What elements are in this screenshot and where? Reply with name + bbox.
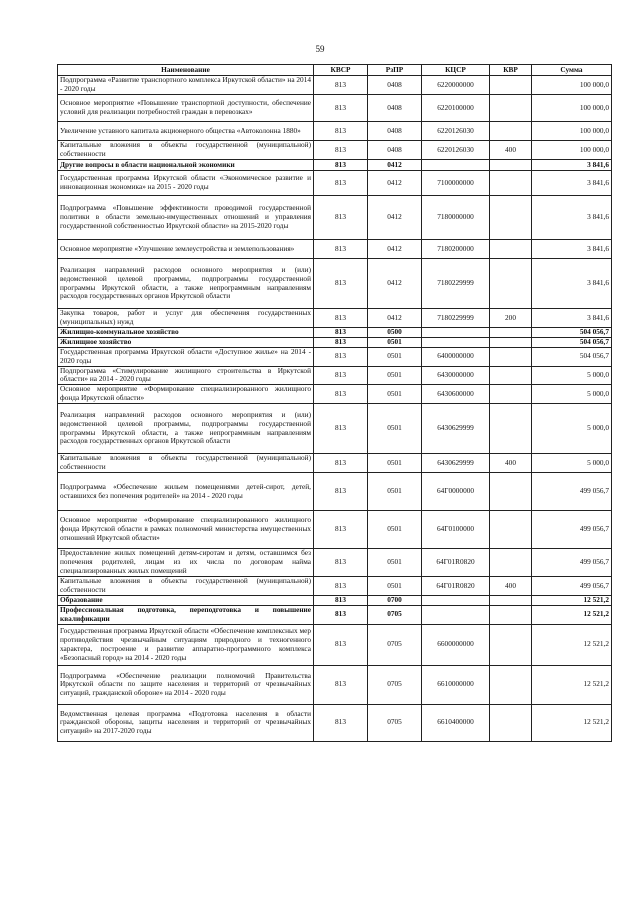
cell-kvr <box>490 404 532 454</box>
header-row <box>58 65 612 76</box>
cell-kvsr: 813 <box>314 240 368 259</box>
cell-kvr <box>490 366 532 385</box>
table-row <box>58 122 612 141</box>
table-row <box>58 404 612 454</box>
cell-rzpr: 0501 <box>368 347 422 366</box>
cell-kvsr: 813 <box>314 141 368 160</box>
cell-sum: 504 056,7 <box>532 328 612 338</box>
cell-name: Профессиональная подготовка, переподготовка и повышение квалификации <box>58 605 314 624</box>
cell-sum: 499 056,7 <box>532 577 612 596</box>
cell-rzpr: 0408 <box>368 122 422 141</box>
cell-kcsr: 6220126030 <box>422 122 490 141</box>
cell-name: Реализация направлений расходов основного мероприятия и (или) ведомственной целевой программы, подпрограммы государственной программы Иркутской области, а также непрограммным направлениям расходов государственных органов Иркутской области <box>58 259 314 309</box>
budget-table <box>57 64 612 742</box>
cell-rzpr: 0412 <box>368 171 422 196</box>
cell-sum: 499 056,7 <box>532 511 612 549</box>
cell-rzpr: 0501 <box>368 473 422 511</box>
cell-kvr <box>490 511 532 549</box>
cell-rzpr: 0408 <box>368 141 422 160</box>
cell-kvsr: 813 <box>314 624 368 665</box>
cell-kcsr: 6430629999 <box>422 454 490 473</box>
cell-name: Жилищное хозяйство <box>58 337 314 347</box>
cell-name: Подпрограмма «Обеспечение реализации полномочий Правительства Иркутской области по защите населения и территорий от чрезвычайных ситуаций, гражданской обороне» на 2014 - 2020 годы <box>58 665 314 704</box>
cell-name: Жилищно-коммунальное хозяйство <box>58 328 314 338</box>
cell-rzpr: 0412 <box>368 259 422 309</box>
table-row <box>58 171 612 196</box>
cell-rzpr: 0705 <box>368 704 422 741</box>
cell-kcsr: 64Г0000000 <box>422 473 490 511</box>
cell-sum: 12 521,2 <box>532 665 612 704</box>
cell-kvr <box>490 473 532 511</box>
cell-name: Подпрограмма «Стимулирование жилищного строительства в Иркутской области» на 2014 - 2020 годы <box>58 366 314 385</box>
cell-sum: 3 841,6 <box>532 240 612 259</box>
cell-kvr <box>490 347 532 366</box>
table-row <box>58 347 612 366</box>
cell-kcsr: 64Г01R0820 <box>422 549 490 577</box>
cell-kcsr <box>422 605 490 624</box>
cell-kcsr: 6610000000 <box>422 665 490 704</box>
cell-kvr <box>490 665 532 704</box>
table-row <box>58 665 612 704</box>
cell-name: Основное мероприятие «Повышение транспортной доступности, обеспечение условий для реализации потребностей граждан в перевозках» <box>58 95 314 122</box>
cell-rzpr: 0501 <box>368 385 422 404</box>
cell-kvr <box>490 76 532 95</box>
cell-kcsr <box>422 596 490 606</box>
cell-kcsr: 7180229999 <box>422 309 490 328</box>
cell-kvr: 400 <box>490 577 532 596</box>
table-row <box>58 366 612 385</box>
cell-rzpr: 0705 <box>368 624 422 665</box>
cell-kvr <box>490 624 532 665</box>
cell-sum: 3 841,6 <box>532 171 612 196</box>
cell-name: Увеличение уставного капитала акционерного общества «Автоколонна 1880» <box>58 122 314 141</box>
cell-rzpr: 0412 <box>368 309 422 328</box>
cell-kcsr: 6220000000 <box>422 76 490 95</box>
cell-kvsr: 813 <box>314 171 368 196</box>
cell-sum: 499 056,7 <box>532 473 612 511</box>
cell-sum: 12 521,2 <box>532 605 612 624</box>
cell-kvr: 200 <box>490 309 532 328</box>
table-row <box>58 309 612 328</box>
cell-kvr <box>490 704 532 741</box>
cell-name: Основное мероприятие «Улучшение землеустройства и землепользования» <box>58 240 314 259</box>
cell-kvr <box>490 549 532 577</box>
cell-sum: 100 000,0 <box>532 76 612 95</box>
cell-name: Капитальные вложения в объекты государственной (муниципальной) собственности <box>58 577 314 596</box>
cell-kvr <box>490 596 532 606</box>
cell-rzpr: 0705 <box>368 605 422 624</box>
table-row <box>58 328 612 338</box>
cell-name: Государственная программа Иркутской области «Доступное жилье» на 2014 - 2020 годы <box>58 347 314 366</box>
cell-kvsr: 813 <box>314 454 368 473</box>
cell-kcsr: 6430000000 <box>422 366 490 385</box>
cell-rzpr: 0501 <box>368 404 422 454</box>
table-header <box>58 65 612 76</box>
cell-kvr: 400 <box>490 454 532 473</box>
cell-name: Ведомственная целевая программа «Подготовка населения в области гражданской обороны, защиты населения и территорий от чрезвычайных ситуаций» на 2017-2020 годы <box>58 704 314 741</box>
cell-rzpr: 0412 <box>368 160 422 171</box>
cell-rzpr: 0705 <box>368 665 422 704</box>
cell-kvsr: 813 <box>314 605 368 624</box>
cell-name: Подпрограмма «Повышение эффективности проводимой государственной политики в области земельно-имущественных отношений и управления государственной собственностью Иркутской области» на 2015-2020 годы <box>58 196 314 240</box>
cell-sum: 504 056,7 <box>532 347 612 366</box>
cell-sum: 499 056,7 <box>532 549 612 577</box>
cell-kvsr: 813 <box>314 473 368 511</box>
cell-kvsr: 813 <box>314 347 368 366</box>
cell-kvsr: 813 <box>314 704 368 741</box>
cell-rzpr: 0500 <box>368 328 422 338</box>
cell-rzpr: 0501 <box>368 549 422 577</box>
cell-kcsr <box>422 328 490 338</box>
header-sum: Сумма <box>532 65 612 76</box>
cell-name: Подпрограмма «Развитие транспортного комплекса Иркутской области» на 2014 - 2020 годы <box>58 76 314 95</box>
cell-kvsr: 813 <box>314 160 368 171</box>
cell-kvsr: 813 <box>314 665 368 704</box>
cell-kcsr: 6430629999 <box>422 404 490 454</box>
cell-kcsr: 6610400000 <box>422 704 490 741</box>
header-kcsr: КЦСР <box>422 65 490 76</box>
cell-kvsr: 813 <box>314 337 368 347</box>
cell-name: Реализация направлений расходов основного мероприятия и (или) ведомственной целевой программы, подпрограммы государственной программы Иркутской области, а также непрограммным направлениям расходов государственных органов Иркутской области <box>58 404 314 454</box>
cell-sum: 3 841,6 <box>532 196 612 240</box>
cell-kvsr: 813 <box>314 196 368 240</box>
cell-rzpr: 0501 <box>368 366 422 385</box>
table-row <box>58 577 612 596</box>
cell-sum: 3 841,6 <box>532 309 612 328</box>
cell-kvsr: 813 <box>314 122 368 141</box>
cell-name: Образование <box>58 596 314 606</box>
table-row <box>58 259 612 309</box>
cell-kvsr: 813 <box>314 309 368 328</box>
table-row <box>58 141 612 160</box>
table-row <box>58 473 612 511</box>
cell-kvr <box>490 240 532 259</box>
header-rzpr: РзПР <box>368 65 422 76</box>
cell-name: Подпрограмма «Обеспечение жильем помещениями детей-сирот, детей, оставшихся без попечения родителей» на 2014 - 2020 годы <box>58 473 314 511</box>
table-row <box>58 596 612 606</box>
table-row <box>58 549 612 577</box>
cell-kvr <box>490 328 532 338</box>
cell-sum: 504 056,7 <box>532 337 612 347</box>
cell-kvsr: 813 <box>314 366 368 385</box>
cell-rzpr: 0501 <box>368 454 422 473</box>
page-number: 59 <box>315 44 325 54</box>
table-row <box>58 196 612 240</box>
cell-kvsr: 813 <box>314 596 368 606</box>
cell-kvsr: 813 <box>314 404 368 454</box>
cell-kcsr: 7100000000 <box>422 171 490 196</box>
cell-kvsr: 813 <box>314 328 368 338</box>
cell-kcsr: 6600000000 <box>422 624 490 665</box>
table-row <box>58 454 612 473</box>
cell-name: Закупка товаров, работ и услуг для обеспечения государственных (муниципальных) нужд <box>58 309 314 328</box>
cell-kcsr: 6220100000 <box>422 95 490 122</box>
table-row <box>58 385 612 404</box>
cell-sum: 12 521,2 <box>532 596 612 606</box>
cell-kvsr: 813 <box>314 76 368 95</box>
cell-kvr <box>490 337 532 347</box>
cell-kcsr: 6220126030 <box>422 141 490 160</box>
cell-sum: 5 000,0 <box>532 385 612 404</box>
cell-kcsr: 7180000000 <box>422 196 490 240</box>
cell-kvr <box>490 171 532 196</box>
cell-sum: 12 521,2 <box>532 624 612 665</box>
cell-kvr <box>490 385 532 404</box>
cell-sum: 5 000,0 <box>532 454 612 473</box>
cell-kcsr: 64Г0100000 <box>422 511 490 549</box>
cell-kvr <box>490 95 532 122</box>
cell-kvsr: 813 <box>314 385 368 404</box>
cell-name: Капитальные вложения в объекты государственной (муниципальной) собственности <box>58 141 314 160</box>
cell-kcsr: 7180229999 <box>422 259 490 309</box>
cell-name: Основное мероприятие «Формирование специализированного жилищного фонда Иркутской области в рамках полномочий министерства имущественных отношений Иркутской области» <box>58 511 314 549</box>
cell-sum: 100 000,0 <box>532 122 612 141</box>
cell-name: Государственная программа Иркутской области «Экономическое развитие и инновационная экономика» на 2015 - 2020 годы <box>58 171 314 196</box>
table-row <box>58 605 612 624</box>
cell-kvsr: 813 <box>314 511 368 549</box>
table-body <box>58 76 612 742</box>
cell-rzpr: 0700 <box>368 596 422 606</box>
cell-kvsr: 813 <box>314 549 368 577</box>
cell-kvsr: 813 <box>314 259 368 309</box>
cell-kvsr: 813 <box>314 577 368 596</box>
cell-kvsr: 813 <box>314 95 368 122</box>
cell-kcsr: 7180200000 <box>422 240 490 259</box>
table-row <box>58 337 612 347</box>
table-row <box>58 76 612 95</box>
cell-name: Государственная программа Иркутской области «Обеспечение комплексных мер противодействия чрезвычайным ситуациям природного и техногенного характера, построение и развитие аппаратно-программного комплекса «Безопасный город» на 2014 - 2020 годы <box>58 624 314 665</box>
cell-kvr <box>490 605 532 624</box>
cell-sum: 5 000,0 <box>532 404 612 454</box>
table-row <box>58 624 612 665</box>
cell-rzpr: 0501 <box>368 337 422 347</box>
cell-rzpr: 0412 <box>368 240 422 259</box>
header-kvsr: КВСР <box>314 65 368 76</box>
table-row <box>58 240 612 259</box>
cell-rzpr: 0501 <box>368 577 422 596</box>
cell-kcsr: 6430600000 <box>422 385 490 404</box>
cell-name: Другие вопросы в области национальной экономики <box>58 160 314 171</box>
cell-kcsr <box>422 337 490 347</box>
cell-rzpr: 0501 <box>368 511 422 549</box>
cell-kvr <box>490 122 532 141</box>
cell-sum: 3 841,6 <box>532 259 612 309</box>
cell-name: Основное мероприятие «Формирование специализированного жилищного фонда Иркутской области» <box>58 385 314 404</box>
table-row <box>58 511 612 549</box>
cell-sum: 5 000,0 <box>532 366 612 385</box>
cell-kvr: 400 <box>490 141 532 160</box>
cell-sum: 100 000,0 <box>532 141 612 160</box>
cell-kcsr: 64Г01R0820 <box>422 577 490 596</box>
cell-sum: 12 521,2 <box>532 704 612 741</box>
cell-kcsr: 6400000000 <box>422 347 490 366</box>
cell-name: Предоставление жилых помещений детям-сиротам и детям, оставшимся без попечения родителей, лицам из их числа по договорам найма специализированных жилых помещений <box>58 549 314 577</box>
cell-name: Капитальные вложения в объекты государственной (муниципальной) собственности <box>58 454 314 473</box>
header-kvr: КВР <box>490 65 532 76</box>
table-row <box>58 160 612 171</box>
cell-sum: 100 000,0 <box>532 95 612 122</box>
cell-kcsr <box>422 160 490 171</box>
table-row <box>58 95 612 122</box>
cell-kvr <box>490 196 532 240</box>
cell-kvr <box>490 259 532 309</box>
cell-rzpr: 0412 <box>368 196 422 240</box>
table-row <box>58 704 612 741</box>
header-name: Наименование <box>58 65 314 76</box>
cell-kvr <box>490 160 532 171</box>
cell-rzpr: 0408 <box>368 76 422 95</box>
cell-sum: 3 841,6 <box>532 160 612 171</box>
cell-rzpr: 0408 <box>368 95 422 122</box>
